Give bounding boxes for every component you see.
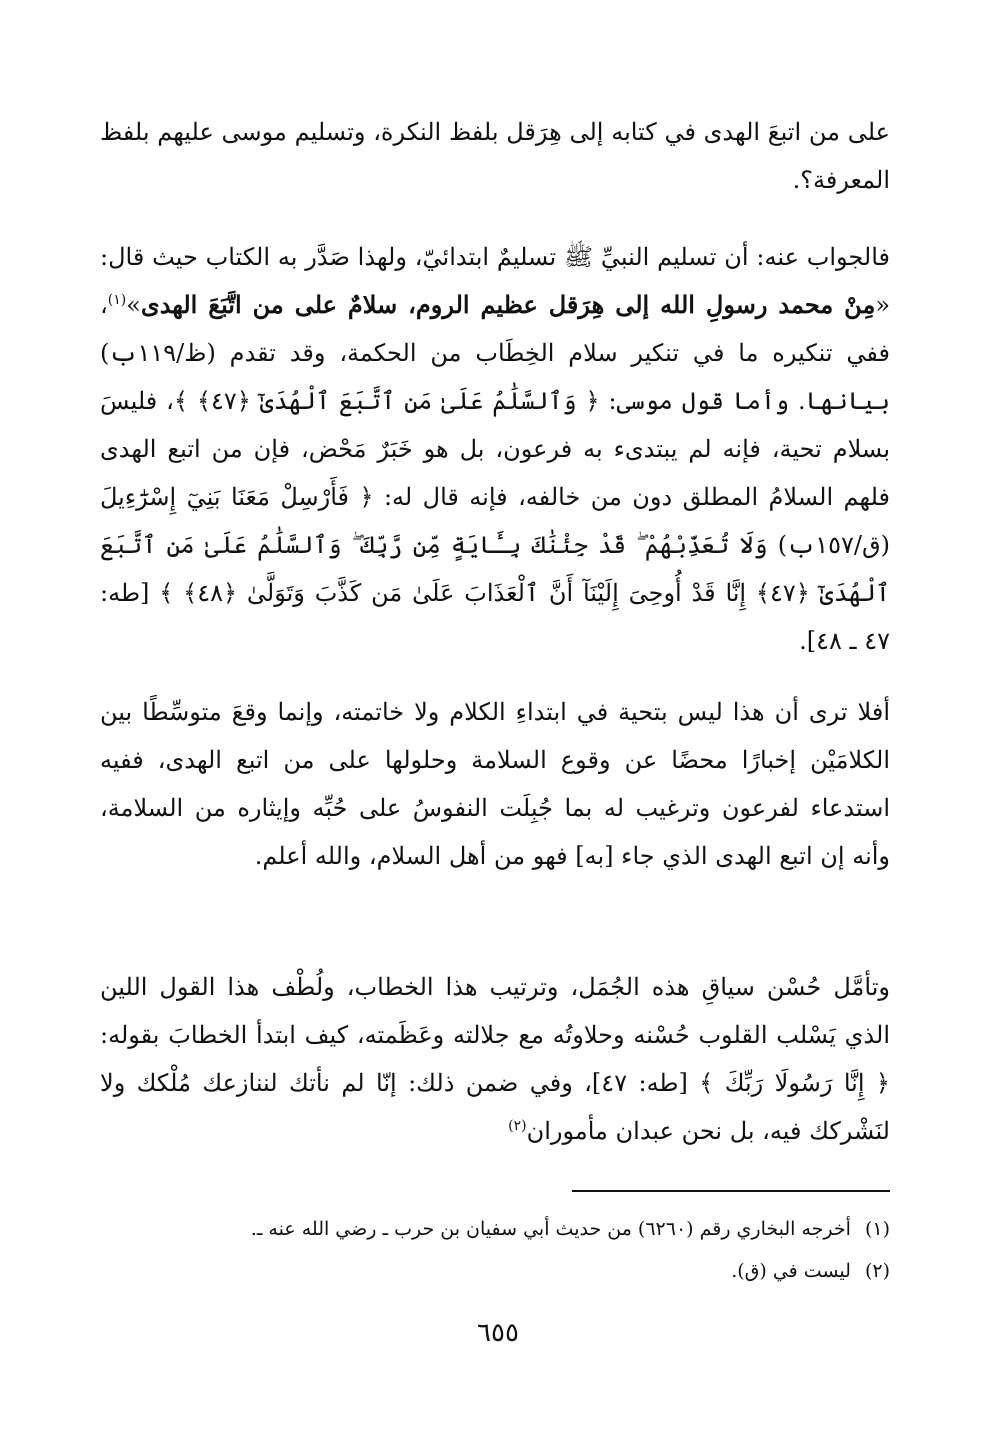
- footnote-ref-2[interactable]: (٢): [508, 1118, 527, 1134]
- footnote-divider: [572, 1190, 890, 1192]
- footnote-ref-1[interactable]: (١): [107, 292, 127, 308]
- paragraph-text: [100, 233, 890, 665]
- footnote-number: (١): [864, 1218, 890, 1240]
- footnote-text: أخرجه البخاري رقم (٦٢٦٠) من حديث أبي سفيان بن حرب ـ رضي الله عنه ـ.: [250, 1218, 851, 1240]
- answer-intro: فالجواب عنه: أن تسليم النبيِّ ﷺ تسليمٌ ابتدائيّ، ولهذا صَدَّر به الكتاب حيث قال: «: [100, 243, 890, 319]
- hadith-quote: مِنْ محمد رسولِ الله إلى هِرَقل عظيم الروم، سلامٌ على من اتَّبَعَ الهدى: [140, 290, 876, 319]
- footnote-2: [100, 1250, 890, 1292]
- quote-close: »: [126, 291, 141, 319]
- paragraph-answer: [100, 233, 890, 665]
- answer-body: ، ففي تنكيره ما في تنكير سلام الخِطَاب من الحكمة، وقد تقدم (ظ/١١٩ب) بيانها. وأما قول موسى: ﴿ وَٱلسَّلَٰمُ عَلَىٰ مَنِ ٱتَّبَعَ ٱلْهُدَىٰٓ ﴿٤٧﴾ ﴾، فليسَ بسلام تحية، فإنه لم يبتدىء به فرعون، بل هو خَبَرٌ مَحْض، فإن من اتبع الهدى فلهم السلامُ المطلق دون من خالفه، فإنه قال له: ﴿ فَأَرْسِلْ مَعَنَا بَنِيٓ إِسْرَٰٓءِيلَ (ق/١٥٧ب) وَلَا تُعَذِّبْهُمْ ۖ قَدْ جِئْنَٰكَ بِـَٔايَةٍ مِّن رَّبِّكَ ۖ وَٱلسَّلَٰمُ عَلَىٰ مَنِ ٱتَّبَعَ ٱلْهُدَىٰٓ ﴿٤٧﴾ إِنَّا قَدْ أُوحِىَ إِلَيْنَآ أَنَّ ٱلْعَذَابَ عَلَىٰ مَن كَذَّبَ وَتَوَلَّىٰ ﴿٤٨﴾ ﴾ [طه: ٤٧ ـ ٤٨].: [100, 291, 890, 655]
- paragraph-text: على من اتبعَ الهدى في كتابه إلى هِرَقل بلفظ النكرة، وتسليم موسى عليهم بلفظ المعرفة؟.: [100, 118, 890, 194]
- footnote-text: ليست في (ق).: [731, 1260, 851, 1282]
- paragraph-text: أفلا ترى أن هذا ليس بتحية في ابتداءِ الكلام ولا خاتمته، وإنما وقعَ متوسِّطًا بين الكلامَيْن إخبارًا محضًا عن وقوع السلامة وحلولها على من اتبع الهدى، ففيه استدعاء لفرعون وترغيب له بما جُبِلَت النفوسُ على حُبِّه وإيثاره من السلامة، وأنه إن اتبع الهدى الذي جاء [به] فهو من أهل السلام، والله أعلم.: [100, 698, 890, 870]
- paragraph-text: [100, 963, 890, 1155]
- page-number: ٦٥٥: [477, 1318, 519, 1348]
- reflection-body: وتأمَّل حُسْن سياقِ هذه الجُمَل، وترتيب هذا الخطاب، ولُطْف هذا القول اللين الذي يَسْلب القلوب حُسْنه وحلاوتُه مع جلالته وعَظَمته، كيف ابتدأ الخطابَ بقوله: ﴿ إِنَّا رَسُولَا رَبِّكَ ﴾ [طه: ٤٧]، وفي ضمن ذلك: إنّا لم نأتك لننازعك مُلْكك ولا لنَشْركك فيه، بل نحن عبدان مأموران: [100, 973, 890, 1145]
- footnote-1: [100, 1208, 890, 1250]
- paragraph-reflection: [100, 963, 890, 1155]
- paragraph-explanation: [100, 688, 890, 880]
- footnote-number: (٢): [864, 1260, 890, 1282]
- footnotes-section: [100, 1208, 890, 1292]
- paragraph-question: [100, 108, 890, 204]
